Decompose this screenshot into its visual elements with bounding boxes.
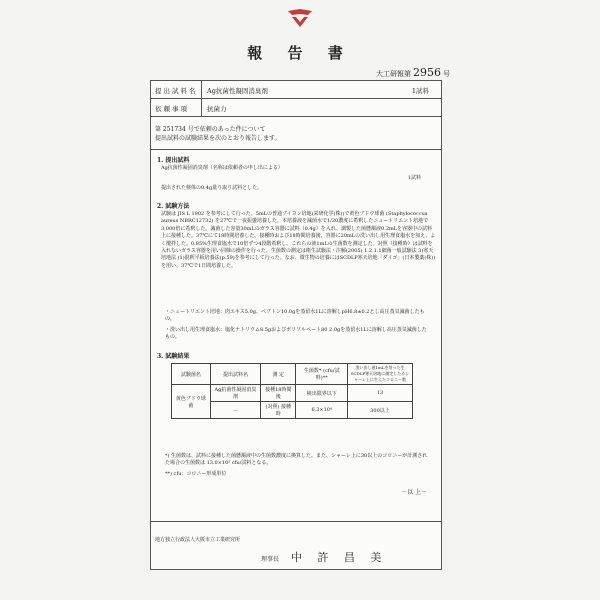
section1-qty: 1試料 [407,175,421,181]
request-label: 依頼事項 [155,105,189,113]
request-value: 抗菌力 [207,105,227,113]
section2-bullet1: ・ニュートリエント培地：肉エキス5.0g、ペプトン10.0gを蒸留水1Lに溶解しpH6.8±0.2とし高圧蒸気滅菌したもの。 [165,309,425,323]
sample-cell: Ag抗菌性凝固消臭剤 [210,385,260,402]
table-header: 洗い出し液1mLを培った生SCDLP寒天培地に測定したるシャーレ上に生えたコロニー数 [348,364,413,385]
table-row [172,385,413,402]
signer-name: 中 許 昌 美 [290,551,388,564]
footnote-2: **) cfu：コロニー形成単位 [165,471,227,477]
table-header: 提出試料名 [210,364,260,385]
section3-heading: 3. 試験結果 [157,353,190,360]
table-header-row [172,364,413,385]
count-cell: 6.3×10⁴ [296,402,348,419]
count-cell: 検出限界以下 [296,385,348,402]
end-mark: －以 上－ [401,489,427,496]
institution-name: 地方独立行政法人大阪市立工業研究所 [155,537,241,543]
organism-cell: 黄色ブドウ球菌 [172,385,211,419]
measure-cell: 接種18時間後 [261,385,296,402]
divider [151,149,441,150]
table-header: 測 定 [261,364,296,385]
sample-row [151,81,441,99]
sample-cell: － [210,402,260,419]
colony-cell: 300以上 [348,402,413,419]
divider [151,521,441,522]
footnote-1: *) 生菌数は、試料に接種した菌懸濁液中の生菌数濃度に換算した。また、シャーレ上に30以上のコロニーが計測された場合の生菌数は 13.0×10³ cfu/試料となる。 [165,453,428,467]
section1-line1: Ag抗菌性凝固消臭剤（名称は依頼者の申し出による） [161,165,283,171]
sample-label: 提出試料名 [155,87,198,95]
section2-heading: 2. 試験方法 [157,203,190,210]
report-frame [150,80,442,570]
signature-block [261,549,387,565]
request-row [151,99,441,117]
sample-qty: 1試料 [411,87,429,95]
section2-body: 試験は JIS L 1902 を参考にして行った。5mLの普通ブイヨン培地(栄研化学(株))で黄色ブドウ球菌 (Staphylococcus aureus NBRC12732) を27℃で一夜振盪培養した。本培養液を滅菌水で1/20濃度に希釈したニュートリエント培地で3,000倍に希釈した。滅菌した容量30mLのガラス容器に試料（0.4g）を入れ、調製した菌懸濁液0.2mLを容器中の試料上に接種した。37℃にて18時間培養した。接種時および18時間培養後、容器に20mLの洗い出し用生理食塩水を加え、よく攪拌した。0.85%生理食塩水で10倍ずつ4段階希釈し、これらの液1mLの生菌数を測定した。対照（接種時）は試料を入れないガラス容器を用い同様の操作を行った。生菌数の測定は衛生試験法・注解(2005) 1.2.1.1細菌一般試験法 3)寒天培地法 (1)混釈平板培養法(p.59)を参考にして行った。なお、微生物の培養にはSCDLP寒天培地「ダイゴ」(日本製薬(株))を用い、37℃で1日間培養した。 [161,211,436,269]
report-number: 大工研報第 2956 号 [376,66,450,79]
results-table [171,363,413,419]
table-header: 生菌数* (cfu/試料)** [296,364,348,385]
colony-cell: 13 [348,385,413,402]
section1-line2: 提出された検体の0.4g量り取り試料とした。 [161,185,263,191]
institute-logo-icon [286,7,314,29]
table-header: 試験菌名 [172,364,211,385]
intro-text: 第 251734 号で依頼のあった件について 提出試料の試験結果を次のとおり報告します。 [155,126,281,142]
section2-bullet2: ・洗い出し用生理食塩水：塩化ナトリウム8.5gおよびポリソルベート80 2.0gを蒸留水1Lに溶解し高圧蒸気滅菌したもの。 [165,327,427,341]
page-title: 報 告 書 [247,44,353,62]
signer-role: 理事長 [261,556,280,563]
measure-cell: (対照) 接種時 [261,402,296,419]
section1-heading: 1. 提出試料 [157,157,190,164]
sample-value: Ag抗菌性凝固消臭剤 [207,87,268,95]
